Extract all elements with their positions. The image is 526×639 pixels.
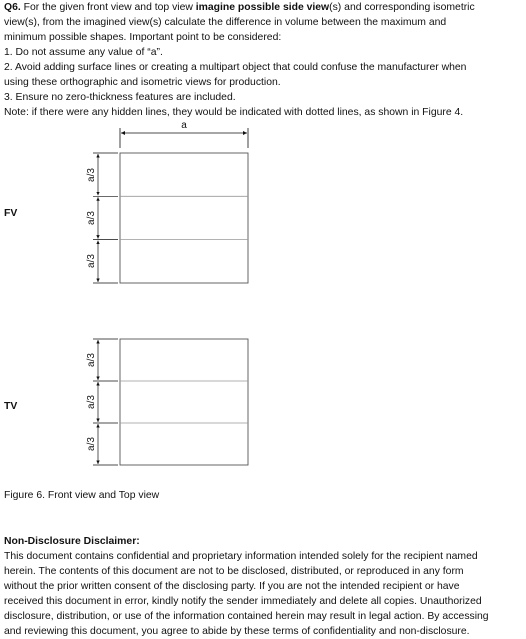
question-line: minimum possible shapes. Important point to be considered: [4, 32, 282, 43]
top-view-label: TV [4, 401, 18, 412]
question-line: 2. Avoid adding surface lines or creating a multipart object that could confuse the manufacturer when [4, 62, 467, 73]
disclaimer-line: herein. The contents of this document are not to be disclosed, distributed, or reproduced in any form [4, 566, 464, 577]
disclaimer [4, 534, 524, 639]
tv-dim-label: a/3 [86, 437, 97, 451]
front-view-outline [120, 153, 248, 283]
question-line: using these orthographic and isometric views for production. [4, 77, 281, 88]
tv-dim-label: a/3 [86, 395, 97, 409]
question-line: 3. Ensure no zero-thickness features are included. [4, 92, 236, 103]
figure-caption: Figure 6. Front view and Top view [4, 490, 160, 501]
disclaimer-line: without the prior written consent of the disclosing party. If you are not the intended recipient or have [4, 581, 460, 592]
fv-dim-label: a/3 [86, 211, 97, 225]
question-line: view(s), from the imagined view(s) calculate the difference in volume between the maximum and [4, 17, 447, 28]
top-view-outline [120, 339, 248, 465]
question-number: Q6. [4, 2, 21, 13]
question-emphasis: imagine possible side view [195, 2, 330, 13]
question-text-segment: For the given front view and top view [20, 2, 196, 13]
question-text-segment: (s) and corresponding isometric [329, 2, 475, 13]
fv-dim-label: a/3 [86, 254, 97, 268]
tv-dim-label: a/3 [86, 353, 97, 367]
top-view [86, 339, 248, 465]
disclaimer-line: received this document in error, kindly notify the sender immediately and delete all copies. Unauthorized [4, 596, 482, 607]
disclaimer-heading: Non-Disclosure Disclaimer: [4, 536, 140, 547]
front-view [86, 153, 248, 283]
question-line: Note: if there were any hidden lines, they would be indicated with dotted lines, as shown in Figure 4. [4, 107, 464, 118]
fv-dim-label: a/3 [86, 168, 97, 182]
question-line: 1. Do not assume any value of “a”. [4, 47, 163, 58]
disclaimer-line: disclosure, distribution, or use of the information contained herein may result in legal action. By accessing [4, 611, 489, 622]
disclaimer-line: and reviewing this document, you agree to abide by these terms of confidentiality and non-disclosure. [4, 626, 470, 637]
width-dimension-label: a [181, 120, 187, 131]
disclaimer-line: This document contains confidential and proprietary information intended solely for the recipient named [4, 551, 478, 562]
front-view-label: FV [4, 208, 18, 219]
